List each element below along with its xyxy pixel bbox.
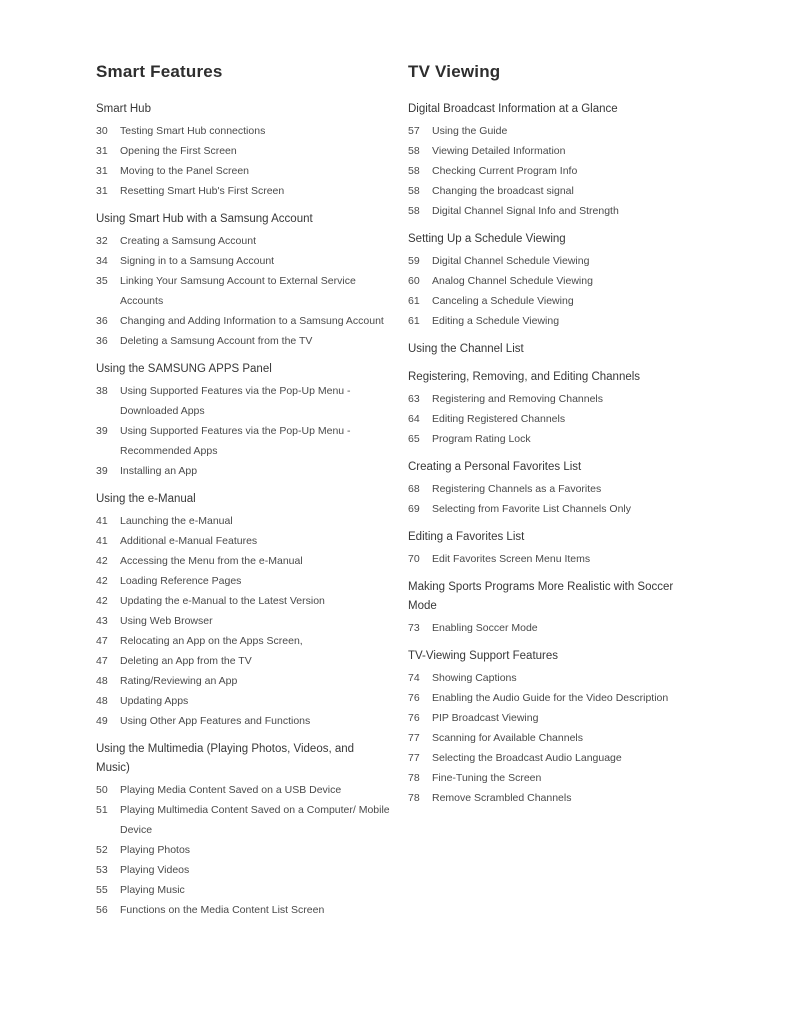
- toc-item-label: Remove Scrambled Channels: [432, 792, 572, 804]
- toc-section-heading: TV-Viewing Support Features: [408, 650, 559, 662]
- toc-section-heading: Using the Channel List: [408, 343, 524, 355]
- toc-section-items: [96, 381, 400, 481]
- toc-item: [408, 668, 720, 688]
- toc-item: [96, 511, 400, 531]
- toc-item-label: Testing Smart Hub connections: [120, 125, 266, 137]
- toc-item-page-number: 78: [408, 792, 420, 804]
- toc-section-items: [408, 389, 720, 449]
- toc-item: [96, 711, 400, 731]
- toc-column-smart-features: [96, 62, 400, 920]
- toc-item-label: Moving to the Panel Screen: [120, 165, 249, 177]
- toc-item-page-number: 63: [408, 393, 420, 405]
- toc-item: [408, 618, 720, 638]
- toc-item-page-number: 59: [408, 255, 420, 267]
- toc-item-label: Updating the e-Manual to the Latest Version: [120, 595, 325, 607]
- toc-item-page-number: 38: [96, 385, 108, 397]
- toc-section-heading: Setting Up a Schedule Viewing: [408, 233, 566, 245]
- toc-item-label: Rating/Reviewing an App: [120, 675, 238, 687]
- toc-sections-tv-viewing: [408, 100, 720, 808]
- toc-item-label: Edit Favorites Screen Menu Items: [432, 553, 591, 565]
- toc-item-page-number: 42: [96, 555, 108, 567]
- toc-item-page-number: 78: [408, 772, 420, 784]
- toc-item-label: Using Supported Features via the Pop-Up Menu - Downloaded Apps: [120, 385, 351, 417]
- toc-item: [408, 549, 720, 569]
- toc-item: [96, 671, 400, 691]
- toc-section-items: [408, 549, 720, 569]
- toc-item: [408, 389, 720, 409]
- toc-item: [408, 788, 720, 808]
- toc-item-page-number: 56: [96, 904, 108, 916]
- toc-section-items: [408, 251, 720, 331]
- toc-item: [408, 728, 720, 748]
- toc-section-heading: Using the e-Manual: [96, 493, 196, 505]
- toc-item-page-number: 43: [96, 615, 108, 627]
- toc-item-page-number: 49: [96, 715, 108, 727]
- toc-section-items: [408, 121, 720, 221]
- toc-item: [408, 311, 720, 331]
- toc-item-page-number: 39: [96, 425, 108, 437]
- toc-item-label: Viewing Detailed Information: [432, 145, 566, 157]
- toc-item-page-number: 53: [96, 864, 108, 876]
- toc-section: [408, 578, 720, 638]
- toc-section: [96, 490, 400, 731]
- toc-section: [408, 458, 720, 519]
- toc-section-heading: Using the Multimedia (Playing Photos, Videos, and Music): [96, 743, 355, 774]
- toc-item-label: Fine-Tuning the Screen: [432, 772, 542, 784]
- toc-item-label: Selecting the Broadcast Audio Language: [432, 752, 622, 764]
- toc-item-label: Registering Channels as a Favorites: [432, 483, 602, 495]
- toc-item: [96, 311, 400, 331]
- toc-item: [408, 201, 720, 221]
- toc-section-items: [408, 479, 720, 519]
- toc-item-label: Installing an App: [120, 465, 198, 477]
- toc-item-page-number: 64: [408, 413, 420, 425]
- toc-item-page-number: 35: [96, 275, 108, 287]
- toc-item-page-number: 77: [408, 732, 420, 744]
- toc-item-label: Using Web Browser: [120, 615, 213, 627]
- toc-item: [408, 429, 720, 449]
- toc-item-page-number: 58: [408, 145, 420, 157]
- toc-item: [96, 331, 400, 351]
- toc-item: [96, 121, 400, 141]
- toc-item: [408, 161, 720, 181]
- toc-item-page-number: 41: [96, 535, 108, 547]
- toc-section-heading: Editing a Favorites List: [408, 531, 525, 543]
- toc-section: [96, 100, 400, 201]
- toc-item: [408, 479, 720, 499]
- toc-item-label: Using Supported Features via the Pop-Up Menu - Recommended Apps: [120, 425, 351, 457]
- toc-item-label: Playing Music: [120, 884, 185, 896]
- toc-item: [96, 780, 400, 800]
- toc-section-heading: Registering, Removing, and Editing Channels: [408, 371, 641, 383]
- toc-item: [96, 691, 400, 711]
- toc-item-page-number: 32: [96, 235, 108, 247]
- toc-section-items: [408, 618, 720, 638]
- toc-item-label: Selecting from Favorite List Channels Only: [432, 503, 632, 515]
- toc-column-tv-viewing: [408, 62, 720, 808]
- toc-item-label: Using Other App Features and Functions: [120, 715, 311, 727]
- toc-item-page-number: 31: [96, 185, 108, 197]
- toc-item-page-number: 76: [408, 692, 420, 704]
- toc-item: [96, 591, 400, 611]
- toc-section: [96, 210, 400, 351]
- toc-item-label: Enabling Soccer Mode: [432, 622, 538, 634]
- toc-item-page-number: 42: [96, 595, 108, 607]
- toc-item-label: Loading Reference Pages: [120, 575, 242, 587]
- toc-item: [96, 800, 400, 840]
- toc-item-label: Editing Registered Channels: [432, 413, 566, 425]
- toc-item-page-number: 39: [96, 465, 108, 477]
- toc-item: [96, 880, 400, 900]
- toc-item: [96, 271, 400, 311]
- toc-item: [96, 421, 400, 461]
- toc-item: [96, 840, 400, 860]
- toc-item-label: Deleting a Samsung Account from the TV: [120, 335, 313, 347]
- toc-item: [96, 141, 400, 161]
- toc-item-page-number: 34: [96, 255, 108, 267]
- toc-item-label: Editing a Schedule Viewing: [432, 315, 560, 327]
- toc-item-label: Opening the First Screen: [120, 145, 237, 157]
- column-title-tv-viewing: TV Viewing: [408, 62, 501, 81]
- toc-section-heading: Using the SAMSUNG APPS Panel: [96, 363, 272, 375]
- toc-item: [96, 231, 400, 251]
- toc-item: [96, 631, 400, 651]
- toc-item: [408, 121, 720, 141]
- toc-item-page-number: 31: [96, 165, 108, 177]
- toc-item-page-number: 77: [408, 752, 420, 764]
- toc-item-label: Signing in to a Samsung Account: [120, 255, 275, 267]
- toc-section: [408, 100, 720, 221]
- toc-item: [96, 611, 400, 631]
- toc-item-label: Showing Captions: [432, 672, 517, 684]
- toc-item: [96, 571, 400, 591]
- toc-item: [408, 141, 720, 161]
- toc-item-label: Launching the e-Manual: [120, 515, 233, 527]
- toc-item-label: Playing Photos: [120, 844, 191, 856]
- toc-item: [408, 409, 720, 429]
- toc-item-label: Program Rating Lock: [432, 433, 531, 445]
- toc-item-page-number: 48: [96, 675, 108, 687]
- toc-item-page-number: 57: [408, 125, 420, 137]
- toc-item: [408, 181, 720, 201]
- toc-item-page-number: 58: [408, 185, 420, 197]
- toc-item: [96, 381, 400, 421]
- toc-item: [408, 291, 720, 311]
- toc-section-heading: Smart Hub: [96, 103, 151, 115]
- toc-item-page-number: 52: [96, 844, 108, 856]
- toc-item-label: Playing Media Content Saved on a USB Device: [120, 784, 342, 796]
- toc-item-page-number: 48: [96, 695, 108, 707]
- toc-item: [408, 499, 720, 519]
- toc-item-label: Additional e-Manual Features: [120, 535, 258, 547]
- toc-item-page-number: 73: [408, 622, 420, 634]
- toc-item-page-number: 30: [96, 125, 108, 137]
- toc-item-page-number: 31: [96, 145, 108, 157]
- toc-item: [408, 748, 720, 768]
- toc-section-items: [96, 121, 400, 201]
- toc-item-page-number: 68: [408, 483, 420, 495]
- toc-item-page-number: 55: [96, 884, 108, 896]
- toc-section: [408, 528, 720, 569]
- toc-item-label: Playing Videos: [120, 864, 190, 876]
- toc-item-page-number: 76: [408, 712, 420, 724]
- toc-item-page-number: 36: [96, 335, 108, 347]
- toc-item-label: Deleting an App from the TV: [120, 655, 252, 667]
- toc-item-label: Using the Guide: [432, 125, 508, 137]
- toc-section-heading: Digital Broadcast Information at a Glance: [408, 103, 618, 115]
- toc-section-items: [96, 231, 400, 351]
- toc-section: [408, 230, 720, 331]
- toc-item-page-number: 42: [96, 575, 108, 587]
- toc-item: [96, 900, 400, 920]
- toc-item: [96, 531, 400, 551]
- toc-item-label: Canceling a Schedule Viewing: [432, 295, 574, 307]
- toc-section-heading: Making Sports Programs More Realistic with Soccer Mode: [408, 581, 674, 612]
- toc-item-page-number: 65: [408, 433, 420, 445]
- toc-item-page-number: 58: [408, 165, 420, 177]
- toc-item: [408, 708, 720, 728]
- toc-item-page-number: 41: [96, 515, 108, 527]
- toc-section-heading: Creating a Personal Favorites List: [408, 461, 582, 473]
- toc-item-label: Analog Channel Schedule Viewing: [432, 275, 593, 287]
- toc-item-page-number: 61: [408, 315, 420, 327]
- toc-item-label: Functions on the Media Content List Screen: [120, 904, 325, 916]
- toc-section: [408, 368, 720, 449]
- toc-section-items: [96, 780, 400, 920]
- toc-item: [408, 768, 720, 788]
- toc-item-page-number: 60: [408, 275, 420, 287]
- toc-item-label: Enabling the Audio Guide for the Video Description: [432, 692, 669, 704]
- toc-item: [96, 181, 400, 201]
- toc-sections-smart-features: [96, 100, 400, 920]
- toc-section-heading: Using Smart Hub with a Samsung Account: [96, 213, 313, 225]
- toc-item-page-number: 47: [96, 655, 108, 667]
- toc-item: [96, 860, 400, 880]
- toc-item-label: Scanning for Available Channels: [432, 732, 583, 744]
- toc-item-label: Digital Channel Signal Info and Strength: [432, 205, 619, 217]
- toc-item-page-number: 58: [408, 205, 420, 217]
- toc-item-label: Accessing the Menu from the e-Manual: [120, 555, 303, 567]
- toc-item-label: Changing the broadcast signal: [432, 185, 574, 197]
- toc-item-label: Checking Current Program Info: [432, 165, 578, 177]
- toc-item: [408, 271, 720, 291]
- toc-section: [96, 360, 400, 481]
- toc-section: [96, 740, 400, 920]
- toc-section: [408, 647, 720, 808]
- toc-item-page-number: 70: [408, 553, 420, 565]
- toc-item-label: PIP Broadcast Viewing: [432, 712, 539, 724]
- toc-item-label: Resetting Smart Hub's First Screen: [120, 185, 285, 197]
- toc-item-label: Relocating an App on the Apps Screen,: [120, 635, 303, 647]
- toc-section-items: [408, 668, 720, 808]
- toc-item-page-number: 74: [408, 672, 420, 684]
- toc-item-page-number: 61: [408, 295, 420, 307]
- toc-item-page-number: 47: [96, 635, 108, 647]
- toc-item-page-number: 50: [96, 784, 108, 796]
- toc-item-page-number: 69: [408, 503, 420, 515]
- toc-item-label: Changing and Adding Information to a Samsung Account: [120, 315, 384, 327]
- toc-item: [96, 551, 400, 571]
- toc-item: [96, 161, 400, 181]
- toc-item-label: Creating a Samsung Account: [120, 235, 256, 247]
- toc-item-label: Digital Channel Schedule Viewing: [432, 255, 590, 267]
- toc-item-label: Linking Your Samsung Account to External Service Accounts: [120, 275, 356, 307]
- toc-item: [96, 251, 400, 271]
- toc-section: [408, 340, 720, 359]
- toc-item: [96, 651, 400, 671]
- toc-item-page-number: 51: [96, 804, 108, 816]
- toc-item-label: Playing Multimedia Content Saved on a Computer/ Mobile Device: [120, 804, 390, 836]
- toc-item-label: Registering and Removing Channels: [432, 393, 604, 405]
- toc-item: [408, 251, 720, 271]
- toc-item-label: Updating Apps: [120, 695, 189, 707]
- toc-item-page-number: 36: [96, 315, 108, 327]
- column-title-smart-features: Smart Features: [96, 62, 223, 81]
- toc-item: [96, 461, 400, 481]
- toc-item: [408, 688, 720, 708]
- toc-section-items: [96, 511, 400, 731]
